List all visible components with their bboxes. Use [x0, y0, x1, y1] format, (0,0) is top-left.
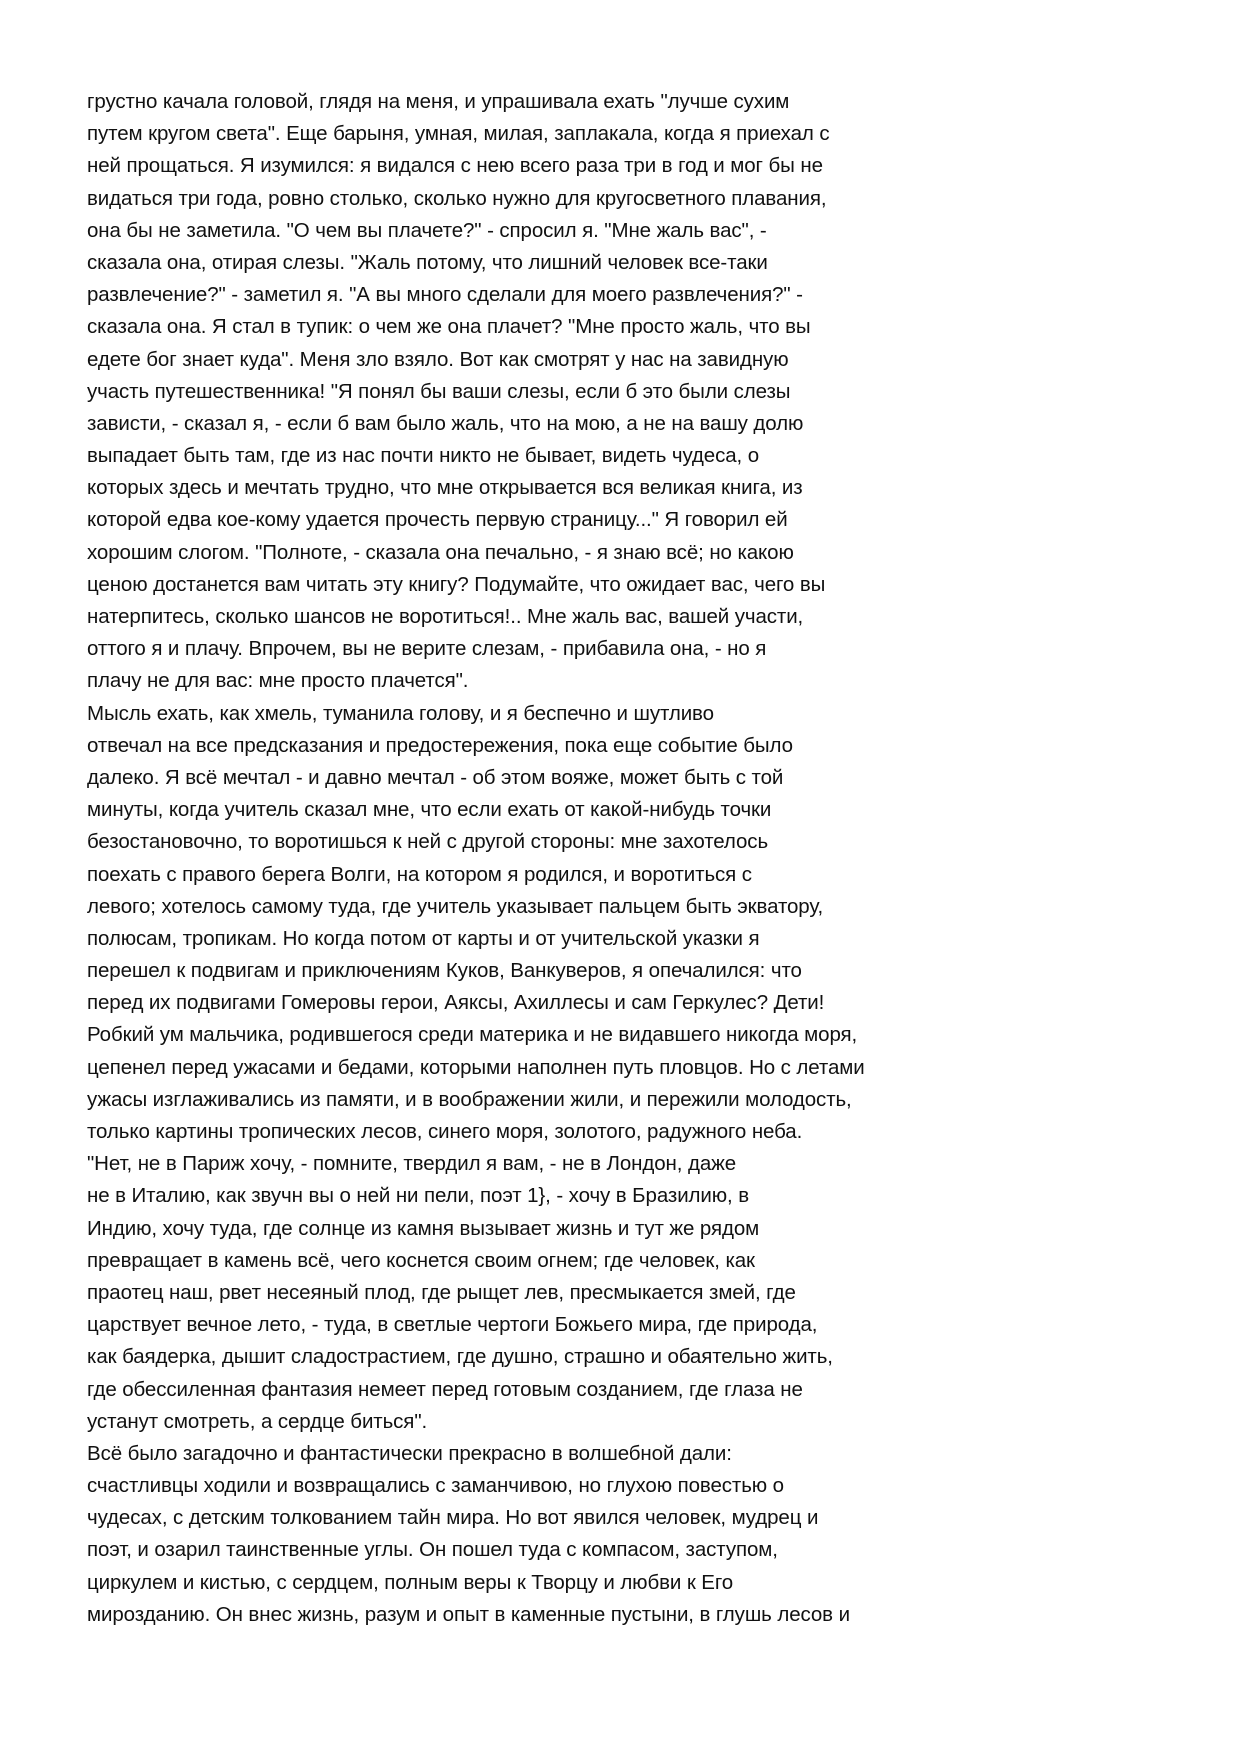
- text-line: устанут смотреть, а сердце биться".: [87, 1409, 428, 1433]
- text-line: счастливцы ходили и возвращались с заманчивою, но глухою повестью о: [87, 1474, 784, 1498]
- text-line: царствует вечное лето, - туда, в светлые чертоги Божьего мира, где природа,: [87, 1313, 818, 1337]
- text-line: не в Италию, как звучн вы о ней ни пели, поэт 1}, - хочу в Бразилию, в: [87, 1184, 750, 1208]
- text-line: поехать с правого берега Волги, на котором я родился, и воротиться с: [87, 862, 752, 886]
- text-line: минуты, когда учитель сказал мне, что если ехать от какой-нибудь точки: [87, 798, 772, 822]
- text-line: сказала она, отирая слезы. "Жаль потому, что лишний человек все-таки: [87, 250, 768, 274]
- text-line: Всё было загадочно и фантастически прекрасно в волшебной дали:: [87, 1441, 732, 1465]
- body-text: [87, 86, 1182, 1631]
- text-line: полюсам, тропикам. Но когда потом от карты и от учительской указки я: [87, 926, 760, 950]
- text-line: левого; хотелось самому туда, где учитель указывает пальцем быть экватору,: [87, 894, 824, 918]
- text-line: только картины тропических лесов, синего моря, золотого, радужного неба.: [87, 1120, 803, 1143]
- text-line: где обессиленная фантазия немеет перед готовым созданием, где глаза не: [87, 1377, 803, 1401]
- text-line: натерпитесь, сколько шансов не воротиться!.. Мне жаль вас, вашей участи,: [87, 605, 804, 628]
- text-line: перед их подвигами Гомеровы герои, Аяксы, Ахиллесы и сам Геркулес? Дети!: [87, 991, 825, 1015]
- text-line: ужасы изглаживались из памяти, и в воображении жили, и пережили молодость,: [87, 1087, 852, 1111]
- text-line: оттого я и плачу. Впрочем, вы не верите слезам, - прибавила она, - но я: [87, 637, 767, 661]
- text-line: зависти, - сказал я, - если б вам было жаль, что на мою, а не на вашу долю: [87, 411, 804, 435]
- text-line: Робкий ум мальчика, родившегося среди материка и не видавшего никогда моря,: [87, 1023, 858, 1047]
- text-line: безостановочно, то воротишься к ней с другой стороны: мне захотелось: [87, 830, 769, 854]
- text-line: мирозданию. Он внес жизнь, разум и опыт в каменные пустыни, в глушь лесов и: [87, 1602, 850, 1626]
- text-line: Индию, хочу туда, где солнце из камня вызывает жизнь и тут же рядом: [87, 1216, 760, 1240]
- text-line: выпадает быть там, где из нас почти никто не бывает, видеть чудеса, о: [87, 444, 760, 468]
- text-line: ней прощаться. Я изумился: я видался с нею всего раза три в год и мог бы не: [87, 154, 823, 178]
- text-line: превращает в камень всё, чего коснется своим огнем; где человек, как: [87, 1248, 755, 1272]
- text-line: участь путешественника! "Я понял бы ваши слезы, если б это были слезы: [87, 379, 791, 403]
- text-line: отвечал на все предсказания и предостережения, пока еще событие было: [87, 733, 793, 757]
- text-line: плачу не для вас: мне просто плачется".: [87, 669, 469, 693]
- text-line: хорошим слогом. "Полноте, - сказала она печально, - я знаю всё; но какою: [87, 540, 794, 564]
- text-line: "Нет, не в Париж хочу, - помните, твердил я вам, - не в Лондон, даже: [87, 1152, 737, 1176]
- text-line: путем кругом света". Еще барыня, умная, милая, заплакала, когда я приехал с: [87, 122, 830, 146]
- text-line: далеко. Я всё мечтал - и давно мечтал - об этом вояже, может быть с той: [87, 765, 784, 789]
- text-line: которой едва кое-кому удается прочесть первую страницу..." Я говорил ей: [87, 508, 788, 532]
- text-line: как баядерка, дышит сладострастием, где душно, страшно и обаятельно жить,: [87, 1345, 833, 1369]
- text-line: поэт, и озарил таинственные углы. Он пошел туда с компасом, заступом,: [87, 1538, 778, 1562]
- text-line: цепенел перед ужасами и бедами, которыми наполнен путь пловцов. Но с летами: [87, 1055, 865, 1079]
- text-line: циркулем и кистью, с сердцем, полным веры к Творцу и любви к Его: [87, 1570, 734, 1594]
- text-line: Мысль ехать, как хмель, туманила голову, и я беспечно и шутливо: [87, 701, 714, 725]
- text-line: едете бог знает куда". Меня зло взяло. Вот как смотрят у нас на завидную: [87, 347, 789, 371]
- text-line: праотец наш, рвет несеяный плод, где рыщет лев, пресмыкается змей, где: [87, 1280, 796, 1304]
- text-line: чудесах, с детским толкованием тайн мира. Но вот явился человек, мудрец и: [87, 1506, 819, 1530]
- text-line: перешел к подвигам и приключениям Куков, Ванкуверов, я опечалился: что: [87, 959, 802, 983]
- text-line: видаться три года, ровно столько, сколько нужно для кругосветного плавания,: [87, 186, 827, 210]
- text-line: она бы не заметила. "О чем вы плачете?" - спросил я. "Мне жаль вас", -: [87, 218, 767, 242]
- text-line: ценою достанется вам читать эту книгу? Подумайте, что ожидает вас, чего вы: [87, 572, 826, 596]
- text-line: грустно качала головой, глядя на меня, и упрашивала ехать "лучше сухим: [87, 90, 790, 113]
- text-line: развлечение?" - заметил я. "А вы много сделали для моего развлечения?" -: [87, 283, 803, 307]
- text-line: которых здесь и мечтать трудно, что мне открывается вся великая книга, из: [87, 476, 803, 500]
- text-line: сказала она. Я стал в тупик: о чем же она плачет? "Мне просто жаль, что вы: [87, 315, 811, 339]
